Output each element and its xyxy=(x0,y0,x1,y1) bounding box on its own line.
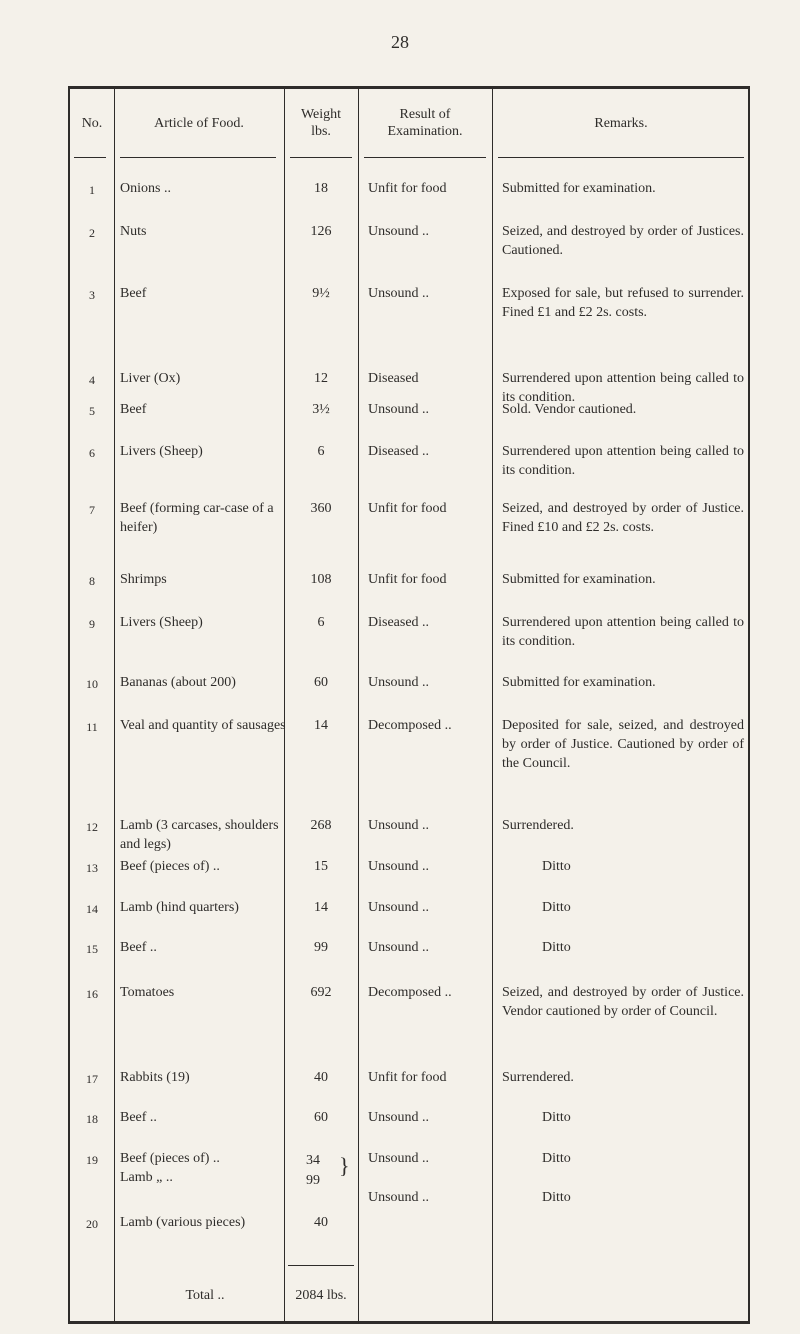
column-divider xyxy=(492,89,493,1321)
article-cell: Veal and quantity of sausages xyxy=(120,718,286,733)
header-underline xyxy=(498,157,744,158)
article-cell: Beef xyxy=(120,402,147,417)
header-underline xyxy=(120,157,276,158)
remarks-cell: Exposed for sale, but refused to surrender. Fined £1 and £2 2s. costs. xyxy=(502,286,744,320)
column-divider xyxy=(358,89,359,1321)
row-number: 6 xyxy=(89,446,95,460)
result-cell: Decomposed .. xyxy=(368,718,452,733)
result-cell: Diseased xyxy=(368,371,419,386)
remarks-cell: Ditto xyxy=(542,859,571,874)
remarks-cell: Ditto xyxy=(542,900,571,915)
row-number: 4 xyxy=(89,373,95,387)
remarks-cell: Submitted for examination. xyxy=(502,675,656,690)
weight-cell: 360 xyxy=(310,501,332,516)
brace-glyph: } xyxy=(339,1153,350,1178)
remarks-cell: Surrendered upon attention being called to its condition. xyxy=(502,615,744,649)
header-underline xyxy=(290,157,352,158)
result-cell: Unsound .. xyxy=(368,1190,430,1205)
article-cell: Livers (Sheep) xyxy=(120,615,203,630)
remarks-cell: Submitted for examination. xyxy=(502,572,656,587)
weight-cell: 692 xyxy=(310,985,332,1000)
weight-cell: 60 xyxy=(314,1110,328,1125)
result-cell: Unsound .. xyxy=(368,900,430,915)
header-weight: Weight lbs. xyxy=(300,107,342,139)
weight-cell: 40 xyxy=(314,1215,328,1230)
article-cell: Beef (pieces of) .. xyxy=(120,859,220,874)
row-number: 11 xyxy=(86,720,98,734)
row-number: 8 xyxy=(89,574,95,588)
remarks-cell: Surrendered upon attention being called to its condition. xyxy=(502,444,744,478)
remarks-cell: Seized, and destroyed by order of Justices. Cautioned. xyxy=(502,224,744,258)
column-divider xyxy=(114,89,115,1321)
result-cell: Unfit for food xyxy=(368,572,447,587)
result-cell: Unsound .. xyxy=(368,940,430,955)
weight-cell: 9½ xyxy=(312,286,330,301)
weight-cell: 14 xyxy=(314,718,328,733)
weight-cell: 40 xyxy=(314,1070,328,1085)
remarks-cell: Ditto xyxy=(542,1110,571,1125)
row-number: 20 xyxy=(86,1217,98,1231)
page-number: 28 xyxy=(391,32,409,52)
food-examination-table xyxy=(68,86,750,1324)
article-cell: Lamb (hind quarters) xyxy=(120,900,239,915)
row-number: 19 xyxy=(86,1153,98,1167)
header-no: No. xyxy=(81,115,103,131)
remarks-cell: Ditto xyxy=(542,1190,571,1205)
row-number: 10 xyxy=(86,677,98,691)
row-number: 13 xyxy=(86,861,98,875)
remarks-cell: Surrendered. xyxy=(502,818,574,833)
row-number: 15 xyxy=(86,942,98,956)
row-number: 5 xyxy=(89,404,95,418)
row-number: 17 xyxy=(86,1072,98,1086)
remarks-cell: Surrendered upon attention being called to its condition. xyxy=(502,371,744,405)
result-cell: Unfit for food xyxy=(368,1070,447,1085)
result-cell: Unsound .. xyxy=(368,818,430,833)
weight-cell: 126 xyxy=(310,224,332,239)
row-number: 14 xyxy=(86,902,98,916)
weight-cell: 99 xyxy=(306,1173,320,1188)
article-cell: Liver (Ox) xyxy=(120,371,181,386)
weight-cell: 60 xyxy=(314,675,328,690)
remarks-cell: Seized, and destroyed by order of Justice. Fined £10 and £2 2s. costs. xyxy=(502,501,744,535)
row-number: 1 xyxy=(89,183,95,197)
article-cell: Beef xyxy=(120,286,147,301)
result-cell: Diseased .. xyxy=(368,444,430,459)
article-cell: Beef .. xyxy=(120,1110,157,1125)
header-result: Result of Examination. xyxy=(387,107,463,139)
row-number: 18 xyxy=(86,1112,98,1126)
weight-cell: 6 xyxy=(317,444,325,459)
weight-cell: 34 xyxy=(306,1153,320,1168)
header-underline xyxy=(364,157,486,158)
result-cell: Unsound .. xyxy=(368,286,430,301)
row-number: 12 xyxy=(86,820,98,834)
result-cell: Diseased .. xyxy=(368,615,430,630)
article-cell: Beef .. xyxy=(120,940,157,955)
row-number: 3 xyxy=(89,288,95,302)
weight-cell: 108 xyxy=(310,572,332,587)
article-cell: Beef (pieces of) .. xyxy=(120,1151,220,1166)
result-cell: Unsound .. xyxy=(368,1151,430,1166)
remarks-cell: Surrendered. xyxy=(502,1070,574,1085)
result-cell: Unfit for food xyxy=(368,181,447,196)
remarks-cell: Deposited for sale, seized, and destroyed by order of Justice. Cautioned by order of the Council. xyxy=(502,718,744,771)
result-cell: Decomposed .. xyxy=(368,985,452,1000)
total-weight: 2084 lbs. xyxy=(295,1288,347,1303)
result-cell: Unsound .. xyxy=(368,402,430,417)
result-cell: Unsound .. xyxy=(368,1110,430,1125)
remarks-cell: Submitted for examination. xyxy=(502,181,656,196)
article-cell: Livers (Sheep) xyxy=(120,444,203,459)
remarks-cell: Seized, and destroyed by order of Justice. Vendor cautioned by order of Council. xyxy=(502,985,744,1019)
row-number: 9 xyxy=(89,617,95,631)
row-number: 2 xyxy=(89,226,95,240)
row-number: 16 xyxy=(86,987,98,1001)
total-label: Total .. xyxy=(185,1288,225,1303)
weight-cell: 14 xyxy=(314,900,328,915)
result-cell: Unfit for food xyxy=(368,501,447,516)
weight-cell: 6 xyxy=(317,615,325,630)
article-cell: Beef (forming car-case of a heifer) xyxy=(120,501,274,535)
header-article: Article of Food. xyxy=(154,115,244,131)
article-cell: Onions .. xyxy=(120,181,171,196)
article-cell: Rabbits (19) xyxy=(120,1070,190,1085)
remarks-cell: Sold. Vendor cautioned. xyxy=(502,402,637,417)
result-cell: Unsound .. xyxy=(368,224,430,239)
weight-cell: 99 xyxy=(314,940,328,955)
result-cell: Unsound .. xyxy=(368,859,430,874)
weight-cell: 15 xyxy=(314,859,328,874)
article-cell: Nuts xyxy=(120,224,147,239)
total-rule xyxy=(288,1265,354,1266)
article-cell: Lamb (various pieces) xyxy=(120,1215,246,1230)
remarks-cell: Ditto xyxy=(542,940,571,955)
weight-cell: 3½ xyxy=(312,402,330,417)
article-cell: Lamb (3 carcases, shoulders and legs) xyxy=(120,818,279,852)
remarks-cell: Ditto xyxy=(542,1151,571,1166)
article-cell: Lamb „ .. xyxy=(120,1170,173,1185)
column-divider xyxy=(284,89,285,1321)
result-cell: Unsound .. xyxy=(368,675,430,690)
article-cell: Tomatoes xyxy=(120,985,175,1000)
weight-cell: 12 xyxy=(314,371,328,386)
weight-cell: 18 xyxy=(314,181,328,196)
article-cell: Bananas (about 200) xyxy=(120,675,236,690)
header-remarks: Remarks. xyxy=(594,115,648,131)
row-number: 7 xyxy=(89,503,95,517)
weight-cell: 268 xyxy=(310,818,332,833)
header-underline xyxy=(74,157,106,158)
article-cell: Shrimps xyxy=(120,572,167,587)
